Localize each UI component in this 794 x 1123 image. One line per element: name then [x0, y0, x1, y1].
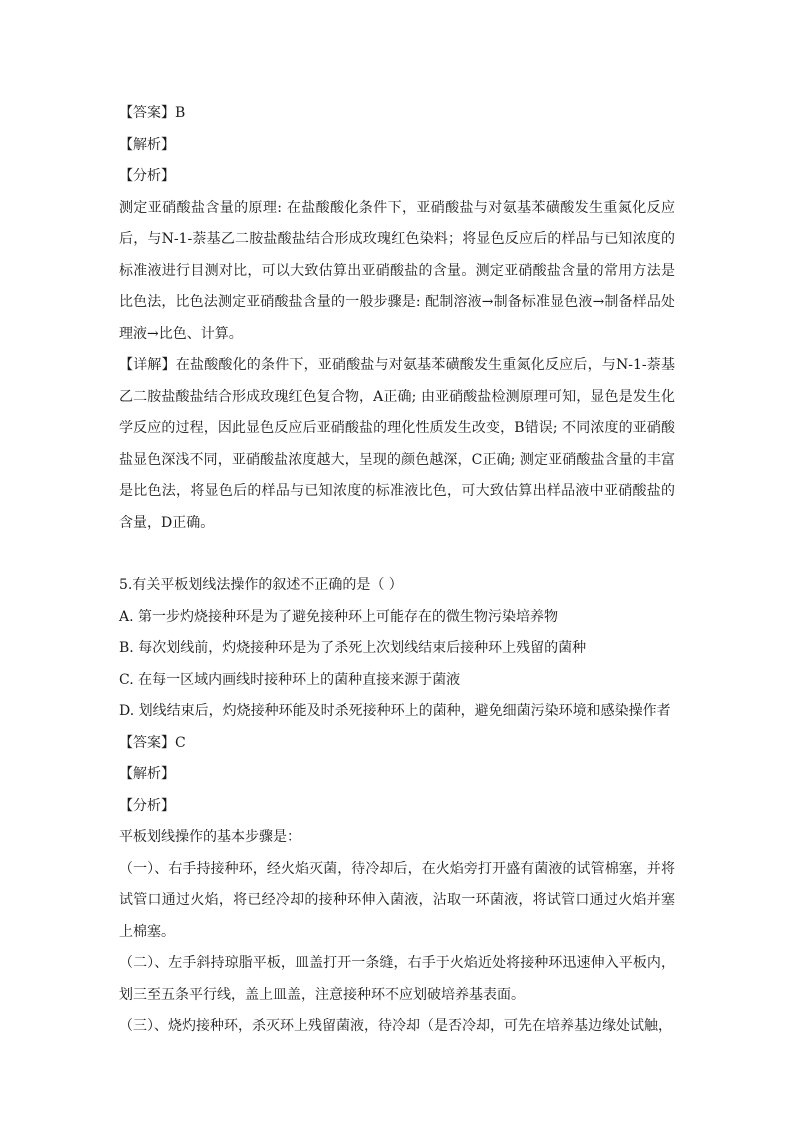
option-c: C. 在每一区域内画线时接种环上的菌种直接来源于菌液: [119, 671, 461, 688]
detail-paragraph: 【详解】在盐酸酸化的条件下，亚硝酸盐与对氨基苯磺酸发生重氮化反应后，与N-1-萘基乙二胺盐酸盐结合形成玫瑰红色复合物，A正确; 由亚硝酸盐检测原理可知，显色是发生化学反应的过程，因此显色反应后亚硝酸盐的理化性质发生改变，B错误; 不同浓度的亚硝酸盐显色深浅不同，亚硝酸盐浓度越大，呈现的颜色越深，C正确; 测定亚硝酸盐含量的丰富是比色法，将显色后的样品与已知浓度的标准液比色，可大致估算出样品液中亚硝酸盐的含量，D正确。: [119, 357, 675, 531]
answer-line: 【答案】C: [119, 734, 186, 751]
analysis-label: 【解析】: [119, 766, 175, 782]
step-three-paragraph: （三）、烧灼接种环，杀灭环上残留菌液，待冷却（是否冷却，可先在培养基边缘处试触，: [119, 1018, 672, 1034]
answer-line: 【答案】B: [119, 105, 186, 121]
option-a: A. 第一步灼烧接种环是为了避免接种环上可能存在的微生物污染培养物: [119, 608, 559, 625]
option-d: D. 划线结束后，灼烧接种环能及时杀死接种环上的菌种，避免细菌污染环境和感染操作者: [119, 703, 671, 719]
step-one-paragraph: （一）、右手持接种环，经火焰灭菌，待冷却后，在火焰旁打开盛有菌液的试管棉塞，并将试管口通过火焰，将已经冷却的接种环伸入菌液，沾取一环菌液，将试管口通过火焰并塞上棉塞。: [119, 860, 675, 940]
fenxi-paragraph: 测定亚硝酸盐含量的原理: 在盐酸酸化条件下，亚硝酸盐与对氨基苯磺酸发生重氮化反应后，与N-1-萘基乙二胺盐酸盐结合形成玫瑰红色染料；将显色反应后的样品与已知浓度的标准液进行目测对比，可以大致估算出亚硝酸盐的含量。测定亚硝酸盐含量的常用方法是比色法，比色法测定亚硝酸盐含量的一般步骤是: 配制溶液→制备标准显色液→制备样品处理液→比色、计算。: [119, 199, 675, 342]
option-b: B. 每次划线前，灼烧接种环是为了杀死上次划线结束后接种环上残留的菌种: [119, 640, 587, 656]
fenxi-label: 【分析】: [119, 168, 175, 184]
step-two-paragraph: （二）、左手斜持琼脂平板，皿盖打开一条缝，右手于火焰近处将接种环迅速伸入平板内，划三至五条平行线，盖上皿盖，注意接种环不应划破培养基表面。: [119, 955, 675, 1003]
fenxi-label: 【分析】: [119, 797, 175, 814]
analysis-label: 【解析】: [119, 136, 175, 153]
section-gap: [119, 539, 675, 570]
question-stem: 5.有关平板划线法操作的叙述不正确的是（ ）: [119, 577, 403, 593]
document-page: [119, 98, 675, 1043]
steps-intro: 平板划线操作的基本步骤是：: [119, 829, 301, 845]
